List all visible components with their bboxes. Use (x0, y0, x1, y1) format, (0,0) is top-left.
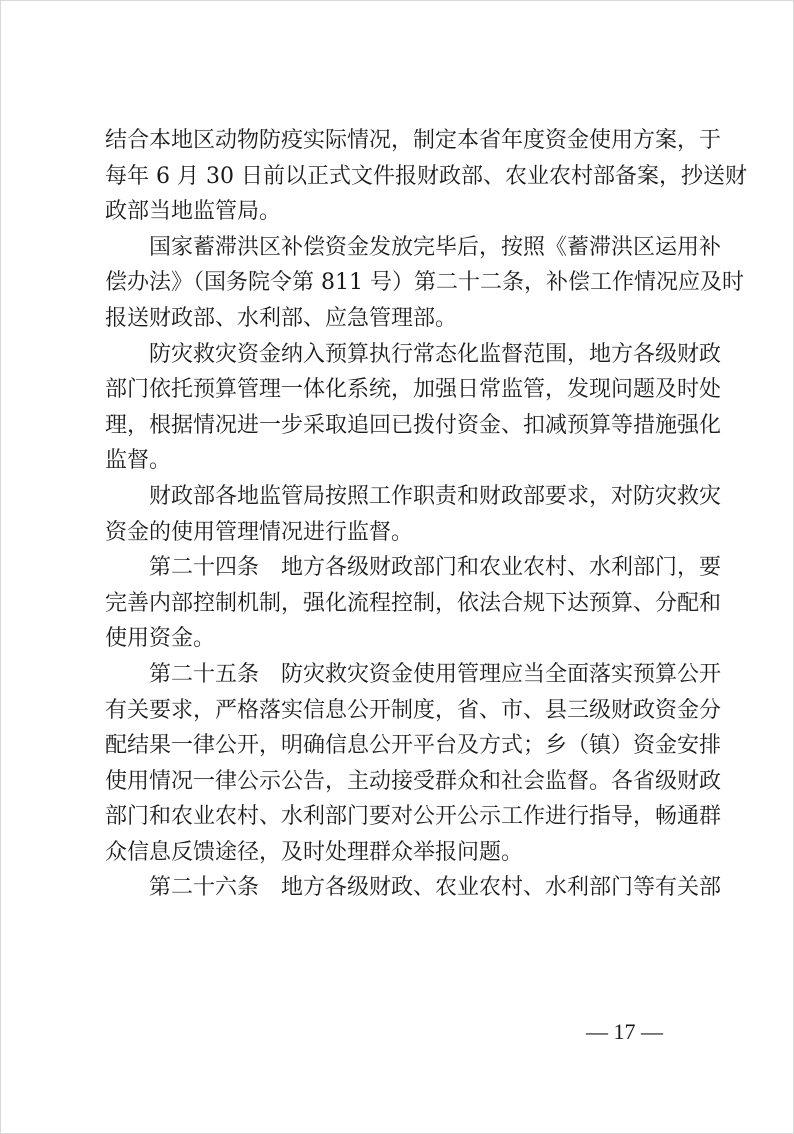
article-heading-line: 第二十六条 地方各级财政、农业农村、水利部门等有关部 (149, 875, 722, 901)
text-line: 报送财政部、水利部、应急管理部。 (105, 305, 458, 331)
text-line: 防灾救灾资金纳入预算执行常态化监督范围，地方各级财政 (149, 341, 722, 367)
article-heading-line: 第二十四条 地方各级财政部门和农业农村、水利部门，要 (149, 555, 722, 581)
text-line: 监督。 (105, 448, 172, 474)
text-line: 使用资金。 (105, 626, 216, 652)
text-line: 众信息反馈途径，及时处理群众举报问题。 (105, 839, 524, 865)
text-line: 部门依托预算管理一体化系统，加强日常监管，发现问题及时处 (105, 377, 722, 403)
body-text (105, 123, 747, 906)
text-line: 使用情况一律公示公告，主动接受群众和社会监督。各省级财政 (105, 768, 722, 794)
text-line: 国家蓄滞洪区补偿资金发放完毕后，按照《蓄滞洪区运用补 (149, 234, 722, 260)
text-line: 结合本地区动物防疫实际情况，制定本省年度资金使用方案，于 (105, 128, 722, 153)
text-line: 每年 6 月 30 日前以正式文件报财政部、农业农村部备案，抄送财 (105, 163, 747, 189)
text-line: 配结果一律公开，明确信息公开平台及方式；乡（镇）资金安排 (105, 733, 722, 759)
text-line: 资金的使用管理情况进行监督。 (105, 519, 414, 545)
text-line: 有关要求，严格落实信息公开制度，省、市、县三级财政资金分 (105, 697, 722, 723)
text-line: 偿办法》（国务院令第 811 号）第二十二条，补偿工作情况应及时 (105, 270, 744, 296)
text-line: 财政部各地监管局按照工作职责和财政部要求，对防灾救灾 (149, 483, 722, 509)
page-number: — 17 — (586, 1019, 663, 1044)
text-line: 完善内部控制机制，强化流程控制，依法合规下达预算、分配和 (105, 590, 722, 616)
text-line: 政部当地监管局。 (105, 199, 282, 225)
text-line: 理，根据情况进一步采取追回已拨付资金、扣减预算等措施强化 (105, 412, 722, 438)
text-line: 部门和农业农村、水利部门要对公开公示工作进行指导，畅通群 (105, 804, 722, 830)
article-heading-line: 第二十五条 防灾救灾资金使用管理应当全面落实预算公开 (149, 661, 722, 687)
